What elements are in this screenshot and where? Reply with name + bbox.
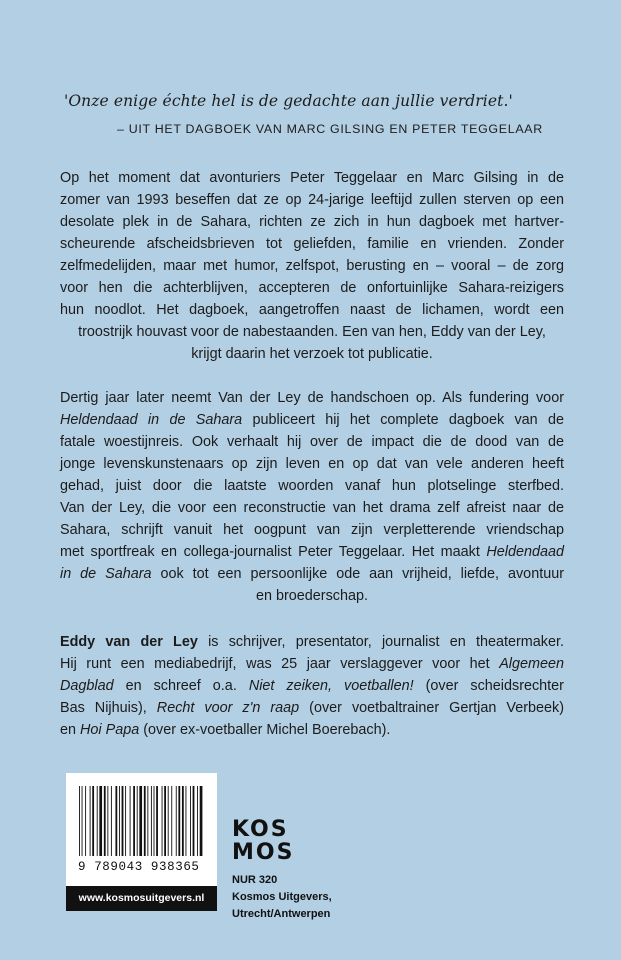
publisher-logo	[232, 818, 294, 864]
author-name: Eddy van der Ley	[60, 634, 198, 650]
barcode-bar	[82, 786, 83, 856]
epigraph-quote: 'Onze enige échte hel is de gedachte aan jullie verdriet.'	[64, 92, 513, 110]
barcode-bar	[130, 786, 131, 856]
text-line: Eddy van der Ley is schrijver, presentator, journalist en theatermaker.	[60, 634, 564, 650]
book-title: in de Sahara	[60, 566, 152, 582]
paragraph-book	[60, 387, 564, 607]
text-line: Heldendaad in de Sahara publiceert hij het complete dagboek van de	[60, 412, 564, 428]
isbn-barcode-box	[66, 773, 217, 911]
barcode-bar	[133, 786, 135, 856]
barcode-bar	[156, 786, 158, 856]
text-line: Van der Ley, die voor een reconstructie van het drama zelf afreist naar de	[60, 500, 564, 516]
barcode-bar	[168, 786, 169, 856]
barcode-bar	[178, 786, 180, 856]
text-line: Bas Nijhuis), Recht voor z'n raap (over voetbaltrainer Gertjan Verbeek)	[60, 700, 564, 716]
text-line: Hij runt een mediabedrijf, was 25 jaar verslaggever voor het Algemeen	[60, 656, 564, 672]
barcode-image	[79, 786, 204, 856]
publisher-info	[232, 872, 332, 923]
barcode-bar	[154, 786, 155, 856]
text-line: fatale woestijnreis. Ook verhaalt hij over de impact die de dood van de	[60, 434, 564, 450]
epigraph-attribution: – UIT HET DAGBOEK VAN MARC GILSING EN PETER TEGGELAAR	[117, 122, 543, 136]
publisher-name: Kosmos Uitgevers,	[232, 891, 332, 903]
text-line: zomer van 1993 beseffen dat ze op 24-jarige leeftijd zullen sterven op een	[60, 192, 564, 208]
barcode-bar	[111, 786, 112, 856]
text-line: troostrijk houvast voor de nabestaanden. Een van hen, Eddy van der Ley,	[78, 324, 546, 340]
barcode-bar	[139, 786, 142, 856]
barcode-bar	[176, 786, 177, 856]
text-line: jonge levenskunstenaars op zijn leven en op dat van vele anderen heeft	[60, 456, 564, 472]
barcode-bar	[115, 786, 117, 856]
book-title: Heldendaad	[486, 544, 564, 560]
barcode-bar	[197, 786, 198, 856]
barcode-bar	[147, 786, 148, 856]
barcode-bar	[137, 786, 138, 856]
text-line: Dertig jaar later neemt Van der Ley de handschoen op. Als fundering voor	[60, 390, 564, 406]
barcode-bar	[104, 786, 106, 856]
logo-row-bottom: MOS	[232, 840, 295, 865]
barcode-bar	[97, 786, 98, 856]
text-line: krijgt daarin het verzoek tot publicatie.	[191, 346, 433, 362]
barcode-bar	[162, 786, 163, 856]
barcode-bar	[182, 786, 184, 856]
barcode-bar	[107, 786, 108, 856]
isbn-number: 9 789043 938365	[78, 860, 200, 874]
text-line: Sahara, schrijft vanuit het oogpunt van zijn verpletterende vriendschap	[60, 522, 564, 538]
barcode-bar	[151, 786, 152, 856]
barcode-bar	[122, 786, 124, 856]
text-line: met sportfreak en collega-journalist Peter Teggelaar. Het maakt Heldendaad	[60, 544, 564, 560]
barcode-bar	[200, 786, 203, 856]
text-line: en broederschap.	[255, 588, 368, 604]
barcode-bar	[193, 786, 195, 856]
barcode-bar	[164, 786, 166, 856]
publisher-city: Utrecht/Antwerpen	[232, 908, 331, 920]
nur-code: NUR 320	[232, 874, 278, 886]
text-line: desolate plek in de Sahara, richten ze zich in hun dagboek met hartver-	[60, 214, 564, 230]
text-line: gehad, juist door die laatste woorden vanaf hun plotselinge sterfbed.	[60, 478, 564, 494]
paragraph-intro	[60, 167, 564, 365]
barcode-bar	[99, 786, 102, 856]
text-line: voor hen die achterblijven, accepteren de onfortuinlijke Sahara-reizigers	[60, 280, 564, 296]
barcode-bar	[125, 786, 126, 856]
barcode-bar	[144, 786, 146, 856]
barcode-bar	[186, 786, 187, 856]
text-line: Dagblad en schreef o.a. Niet zeiken, voetballen! (over scheidsrechter	[60, 678, 564, 694]
barcode-bar	[85, 786, 86, 856]
publisher-url: www.kosmosuitgevers.nl	[66, 886, 217, 911]
text-line: hun noodlot. Het dagboek, aangetroffen naast de lichamen, wordt een	[60, 302, 564, 318]
paragraph-author	[60, 631, 564, 741]
text-line: Op het moment dat avonturiers Peter Teggelaar en Marc Gilsing in de	[60, 170, 564, 186]
text-line: in de Sahara ook tot een persoonlijke ode aan vrijheid, liefde, avontuur	[60, 566, 564, 582]
logo-row-top: KOS	[232, 817, 289, 842]
barcode-bar	[79, 786, 80, 856]
text-line: en Hoi Papa (over ex-voetballer Michel Boerebach).	[60, 722, 391, 738]
book-title: Heldendaad in de Sahara	[60, 412, 243, 428]
barcode-bar	[92, 786, 94, 856]
barcode-bar	[90, 786, 91, 856]
text-line: zelfmedelijden, maar met humor, zelfspot, berusting en – vooral – de zorg	[60, 258, 564, 274]
barcode-bar	[171, 786, 172, 856]
barcode-bar	[190, 786, 191, 856]
text-line: scheurende afscheidsbrieven tot geliefden, familie en vrienden. Zonder	[60, 236, 564, 252]
barcode-bar	[119, 786, 120, 856]
